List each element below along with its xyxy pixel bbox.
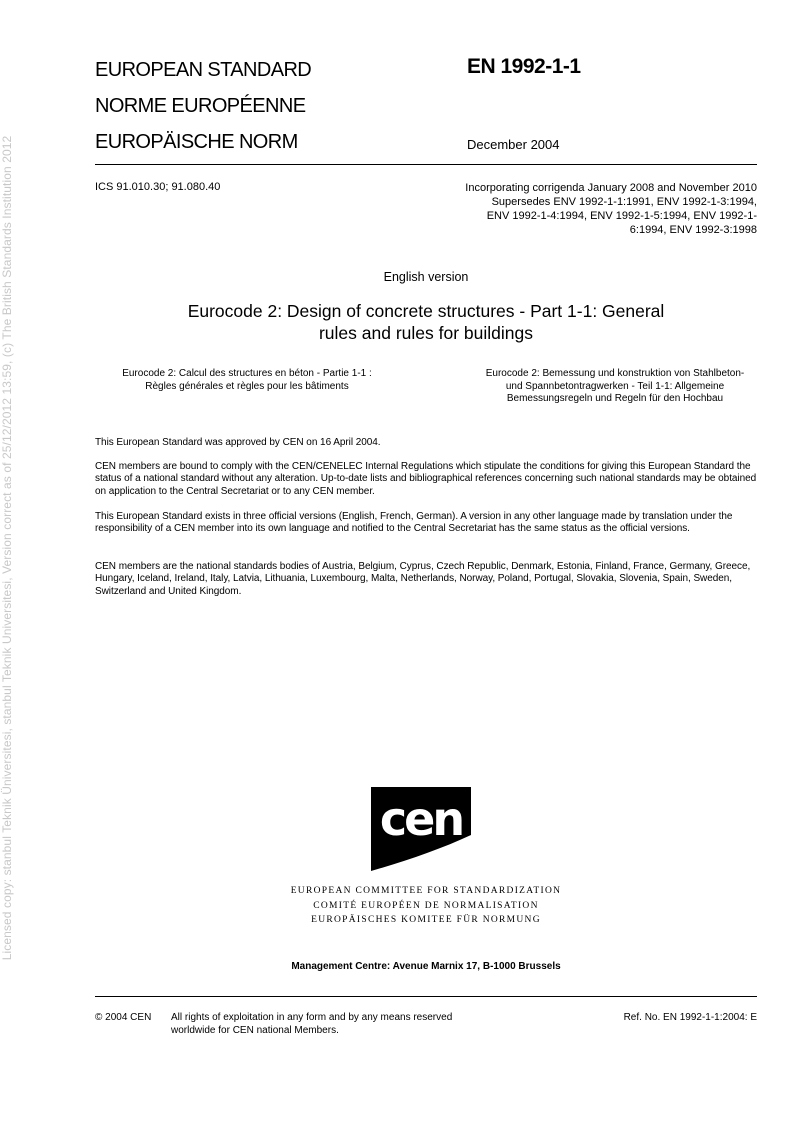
document-title-line: Eurocode 2: Design of concrete structures - Part 1-1: General xyxy=(187,301,665,321)
license-watermark-text: Licensed copy: stanbul Teknik Üniversitesi, stanbul Teknik Universitesi, Version correct as of 25/12/2012 13:59, (c) The British Standards Institution 2012 xyxy=(0,135,14,961)
management-centre: Management Centre: Avenue Marnix 17, B-1000 Brussels xyxy=(291,961,561,972)
standard-type-titles xyxy=(95,52,311,160)
german-title-line: Eurocode 2: Bemessung und konstruktion von Stahlbeton- xyxy=(485,368,745,379)
supersedes-line: 6:1994, ENV 1992-3:1998 xyxy=(629,224,757,236)
title-english: EUROPEAN STANDARD xyxy=(95,59,312,81)
rights-notice xyxy=(171,1012,491,1037)
cen-logo-text: cen xyxy=(379,792,463,846)
reference-number: Ref. No. EN 1992-1-1:2004: E xyxy=(623,1012,757,1023)
french-title xyxy=(95,368,399,393)
supersedes-line: ENV 1992-1-4:1994, ENV 1992-1-5:1994, ENV 1992-1- xyxy=(486,210,757,222)
footer-divider xyxy=(95,996,757,997)
document-title xyxy=(150,300,702,344)
committee-name-french: COMITÉ EUROPÉEN DE NORMALISATION xyxy=(313,900,539,911)
license-watermark xyxy=(0,0,14,1122)
supersedes-line: Supersedes ENV 1992-1-1:1991, ENV 1992-1-3:1994, xyxy=(491,196,757,208)
committee-name-english: EUROPEAN COMMITTEE FOR STANDARDIZATION xyxy=(290,886,562,896)
approval-paragraph: This European Standard was approved by CEN on 16 April 2004. xyxy=(95,437,381,448)
corrigenda-block xyxy=(397,181,757,237)
title-german: EUROPÄISCHE NORM xyxy=(95,131,298,153)
document-title-line: rules and rules for buildings xyxy=(318,323,533,343)
ics-codes: ICS 91.010.30; 91.080.40 xyxy=(95,181,221,193)
rights-line: worldwide for CEN national Members. xyxy=(171,1024,339,1036)
publication-date: December 2004 xyxy=(467,137,560,152)
cen-logo xyxy=(371,787,471,875)
french-title-line: Eurocode 2: Calcul des structures en béton - Partie 1-1 : xyxy=(122,368,372,379)
versions-paragraph: This European Standard exists in three official versions (English, French, German). A version in any other language made by translation under the responsibility of a CEN member into its own language and notified to the Central Secretariat has the same status as the official versions. xyxy=(95,511,733,535)
committee-name-german: EUROPÄISCHES KOMITEE FÜR NORMUNG xyxy=(311,915,541,925)
standard-number: EN 1992-1-1 xyxy=(467,55,581,78)
french-title-line: Règles générales et règles pour les bâtiments xyxy=(145,380,349,392)
cen-logo-icon xyxy=(371,787,471,875)
version-label: English version xyxy=(383,270,469,284)
copyright: © 2004 CEN xyxy=(95,1012,152,1023)
german-title-line: Bemessungsregeln und Regeln für den Hochbau xyxy=(506,393,724,404)
title-french: NORME EUROPÉENNE xyxy=(95,95,306,117)
header-divider xyxy=(95,164,757,165)
corrigenda-line: Incorporating corrigenda January 2008 and November 2010 xyxy=(465,182,757,194)
german-title-line: und Spannbetontragwerken - Teil 1-1: Allgemeine xyxy=(505,380,725,392)
cenelec-paragraph: CEN members are bound to comply with the CEN/CENELEC Internal Regulations which stipulate the conditions for giving this European Standard the status of a national standard without any alteration. Up-to-date lists and bibliographical references concerning such national standards may be obtained on application to the Central Secretariat or to any CEN member. xyxy=(95,461,757,497)
members-paragraph: CEN members are the national standards bodies of Austria, Belgium, Cyprus, Czech Republic, Denmark, Estonia, Finland, France, Germany, Greece, Hungary, Iceland, Ireland, Italy, Latvia, Lithuania, Luxembourg, Malta, Netherlands, Norway, Poland, Portugal, Slovakia, Slovenia, Spain, Sweden, Switzerland and United Kingdom. xyxy=(95,561,751,597)
rights-line: All rights of exploitation in any form and by any means reserved xyxy=(171,1012,453,1023)
german-title xyxy=(460,368,770,406)
